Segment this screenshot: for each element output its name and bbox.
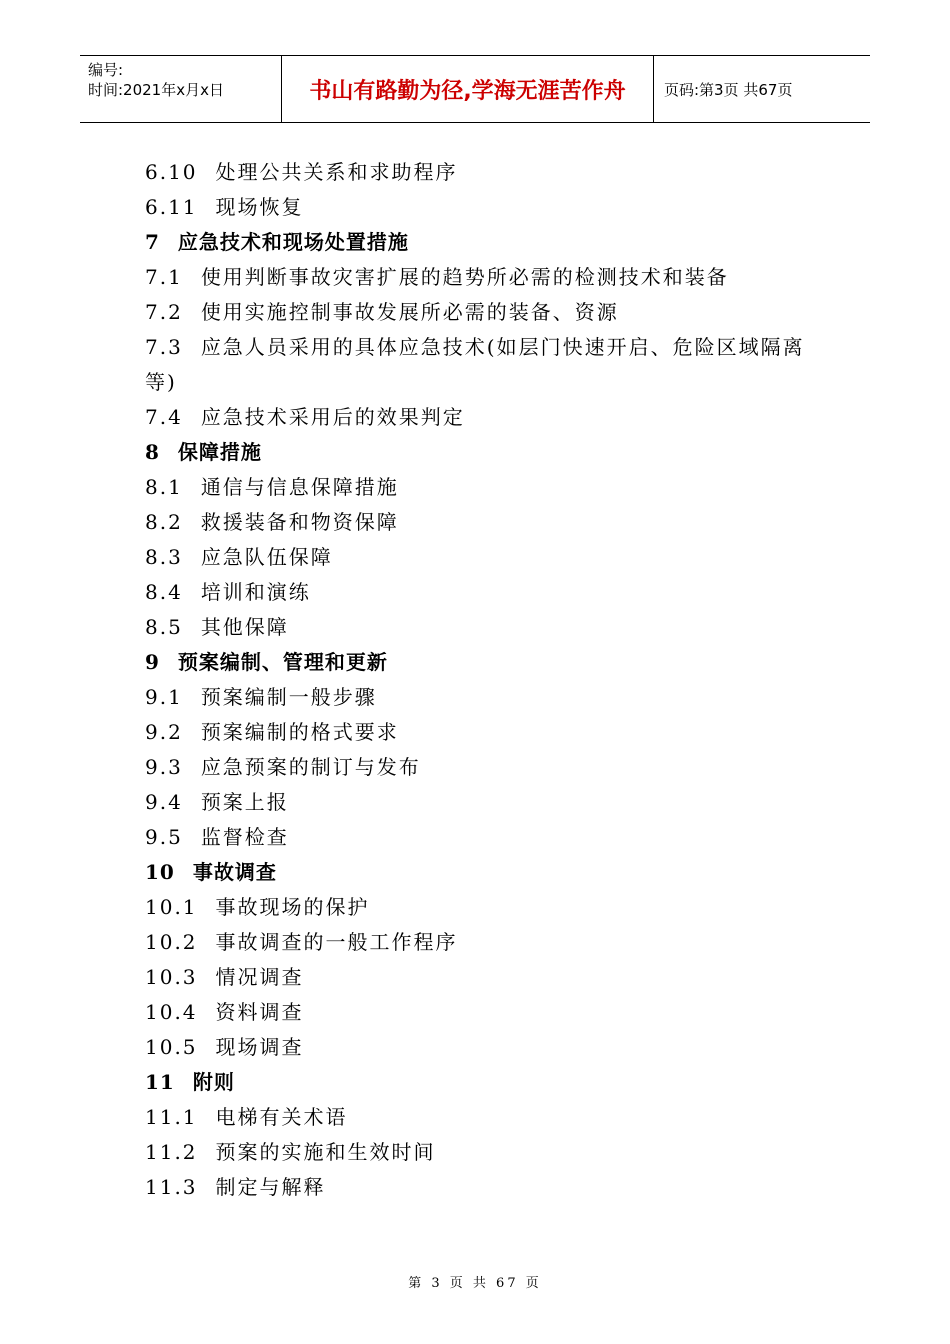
toc-entry-text: 现场调查 <box>215 1035 304 1059</box>
toc-entry <box>145 715 815 750</box>
toc-entry-text: 预案上报 <box>200 790 289 814</box>
toc-entry-number: 7.1 <box>145 265 183 289</box>
toc-entry-number: 8.2 <box>145 510 183 534</box>
toc-entry <box>145 925 815 960</box>
toc-entry <box>145 750 815 785</box>
toc-entry <box>145 155 815 190</box>
toc-entry-number: 8.4 <box>145 580 183 604</box>
toc-entry-text: 预案编制的格式要求 <box>200 720 399 744</box>
toc-entry-text: 应急队伍保障 <box>200 545 333 569</box>
toc-entry-text: 情况调查 <box>215 965 304 989</box>
header-meta <box>80 56 282 122</box>
toc-entry <box>145 1030 815 1065</box>
toc-entry-text: 电梯有关术语 <box>215 1105 348 1129</box>
document-time-label: 时间:2021年x月x日 <box>88 81 224 99</box>
toc-entry <box>145 890 815 925</box>
toc-entry-number: 10.5 <box>145 1035 198 1059</box>
toc-entry-number: 9.3 <box>145 755 183 779</box>
toc-entry-text: 应急技术和现场处置措施 <box>177 230 409 254</box>
toc-entry <box>145 610 815 645</box>
toc-entry-number: 9.4 <box>145 790 183 814</box>
toc-entry <box>145 260 815 295</box>
toc-entry-number: 9.5 <box>145 825 183 849</box>
toc-entry-number: 6.11 <box>145 195 198 219</box>
toc-entry-text: 其他保障 <box>200 615 289 639</box>
toc-entry-text: 处理公共关系和求助程序 <box>215 160 458 184</box>
toc-entry-number: 9 <box>145 650 160 674</box>
toc-entry-text: 应急人员采用的具体应急技术(如层门快速开启、危险区域隔离等) <box>145 335 805 394</box>
toc-entry-text: 附则 <box>192 1070 235 1094</box>
toc-entry <box>145 295 815 330</box>
toc-entry-text: 事故现场的保护 <box>215 895 370 919</box>
toc-entry <box>145 680 815 715</box>
toc-entry-number: 11.2 <box>145 1140 198 1164</box>
toc-entry-number: 11.1 <box>145 1105 198 1129</box>
toc-section-heading <box>145 855 815 890</box>
toc-entry-text: 应急技术采用后的效果判定 <box>200 405 465 429</box>
page-header <box>80 55 870 123</box>
toc-entry-text: 预案的实施和生效时间 <box>215 1140 436 1164</box>
header-page-info: 页码:第3页 共67页 <box>664 80 793 99</box>
toc-entry-text: 培训和演练 <box>200 580 311 604</box>
toc-entry-number: 7.2 <box>145 300 183 324</box>
toc-section-heading <box>145 435 815 470</box>
toc-entry-number: 9.1 <box>145 685 183 709</box>
toc-entry-number: 8.3 <box>145 545 183 569</box>
toc-entry-text: 应急预案的制订与发布 <box>200 755 421 779</box>
toc-entry <box>145 190 815 225</box>
toc-entry-text: 事故调查 <box>192 860 277 884</box>
toc-entry <box>145 960 815 995</box>
toc-entry <box>145 540 815 575</box>
toc-entry-text: 救援装备和物资保障 <box>200 510 399 534</box>
toc-entry-number: 10.4 <box>145 1000 198 1024</box>
toc-entry-text: 通信与信息保障措施 <box>200 475 399 499</box>
header-motto: 书山有路勤为径,学海无涯苦作舟 <box>282 56 654 122</box>
toc-entry <box>145 575 815 610</box>
toc-section-heading <box>145 1065 815 1100</box>
toc-entry <box>145 470 815 505</box>
toc-entry-number: 9.2 <box>145 720 183 744</box>
toc-entry-text: 制定与解释 <box>215 1175 326 1199</box>
toc-entry-number: 10 <box>145 860 175 884</box>
toc-entry-number: 6.10 <box>145 160 198 184</box>
toc-entry-text: 使用判断事故灾害扩展的趋势所必需的检测技术和装备 <box>200 265 729 289</box>
toc-entry-number: 8.5 <box>145 615 183 639</box>
toc-entry-text: 资料调查 <box>215 1000 304 1024</box>
toc-entry-number: 10.2 <box>145 930 198 954</box>
toc-entry-number: 7.4 <box>145 405 183 429</box>
toc-entry <box>145 330 815 400</box>
toc-entry-number: 10.1 <box>145 895 198 919</box>
toc-entry-text: 监督检查 <box>200 825 289 849</box>
toc-section-heading <box>145 645 815 680</box>
toc-entry-number: 11 <box>145 1070 175 1094</box>
toc-entry-text: 事故调查的一般工作程序 <box>215 930 458 954</box>
toc-entry-text: 预案编制一般步骤 <box>200 685 377 709</box>
toc-entry-number: 8 <box>145 440 160 464</box>
toc-entry <box>145 1100 815 1135</box>
toc-entry <box>145 1170 815 1205</box>
toc-entry-text: 现场恢复 <box>215 195 304 219</box>
toc-entry <box>145 505 815 540</box>
toc-entry-number: 11.3 <box>145 1175 198 1199</box>
document-number-label: 编号: <box>88 61 124 79</box>
table-of-contents <box>145 155 815 1205</box>
toc-entry <box>145 785 815 820</box>
toc-entry <box>145 1135 815 1170</box>
toc-entry <box>145 995 815 1030</box>
toc-entry-number: 10.3 <box>145 965 198 989</box>
toc-entry-text: 保障措施 <box>177 440 262 464</box>
page-footer: 第 3 页 共 67 页 <box>408 1276 542 1291</box>
toc-entry <box>145 820 815 855</box>
toc-entry-number: 8.1 <box>145 475 183 499</box>
toc-section-heading <box>145 225 815 260</box>
toc-entry-number: 7 <box>145 230 160 254</box>
toc-entry-number: 7.3 <box>145 335 183 359</box>
toc-entry-text: 预案编制、管理和更新 <box>177 650 388 674</box>
toc-entry-text: 使用实施控制事故发展所必需的装备、资源 <box>200 300 619 324</box>
toc-entry <box>145 400 815 435</box>
